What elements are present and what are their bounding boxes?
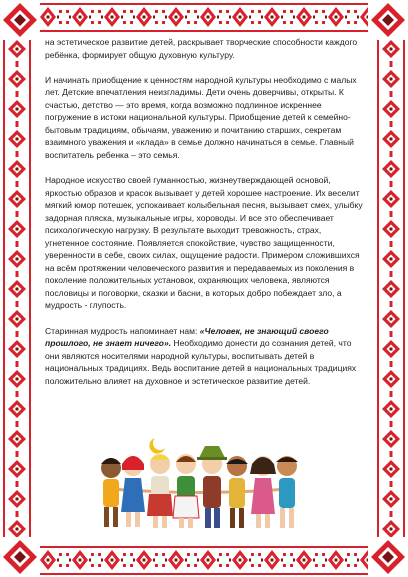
paragraph-wisdom [45, 325, 367, 388]
corner-ornament-bottom-right [368, 537, 408, 577]
child-figure [101, 458, 121, 527]
paragraph-intro: на эстетическое развитие детей, раскрывает творческие способности каждого ребёнка, формирует общую духовную культуру. [45, 37, 358, 60]
child-figure [226, 456, 248, 528]
corner-ornament-top-left [0, 0, 40, 40]
ornament-border-right [374, 34, 408, 543]
paragraph-folk-art: Народное искусство своей гуманностью, жизнеутверждающей основой, яркостью образов и красок вызывает у детей хорошее настроение. Их веселит мягкий юмор потешек, успокаивает колыбельная песня, вызывает смех, улыбку задорная пляска, музыкальные игры, хороводы. И все это обеспечивает психологическую нагрузку. В результате выходит тревожность, страх, угнетенное состояние. Появляется спокойствие, чувство защищенности, уверенности в себе, своих силах, ощущение радости. Примером сложившихся на всём протяжении человеческого развития и передаваемых из поколения в поколение положительных установок, охраняющих человека, являются пословицы и поговорки, сказки и басни, в которых добро побеждает зло, а мудрость - глупость. [45, 175, 363, 311]
wisdom-lead-in: Старинная мудрость напоминает нам: [45, 325, 200, 336]
wisdom-conclusion: Необходимо донести до сознания детей, что они являются носителями народной культуры, воспитывать детей в национальных традициях. Ведь воспитание детей в национальных традициях положительно влияет на духовное и эстетическое развитие детей. [45, 338, 357, 386]
child-figure [276, 456, 298, 528]
corner-ornament-bottom-left [0, 537, 40, 577]
ornament-border-left [0, 34, 34, 543]
children-illustration [95, 434, 305, 534]
document-body [45, 36, 367, 387]
proverb-quote: «Человек, не знающий своего прошлого, не знает ничего». [45, 325, 329, 349]
paragraph-early-childhood: И начинать приобщение к ценностям народной культуры необходимо с малых лет. Детские впечатления неизгладимы. Дети очень доверчивы, открыты. К счастью, детство — это время, когда возможно подлинное искреннее погружение в истоки национальной культуры. Приобщение детей к семейно-бытовым традициям, обычаям, уважению и почитанию старших, секретам взаимного уважения и «клада» в семье должно начинаться в семье. Главный воспитатель ребенка – это семья. [45, 74, 357, 160]
child-figure [250, 456, 276, 528]
child-figure [147, 438, 173, 528]
child-figure [197, 446, 227, 528]
ornament-border-top [0, 0, 408, 34]
corner-ornament-top-right [368, 0, 408, 40]
child-figure [121, 456, 145, 527]
ornament-border-bottom [0, 543, 408, 577]
